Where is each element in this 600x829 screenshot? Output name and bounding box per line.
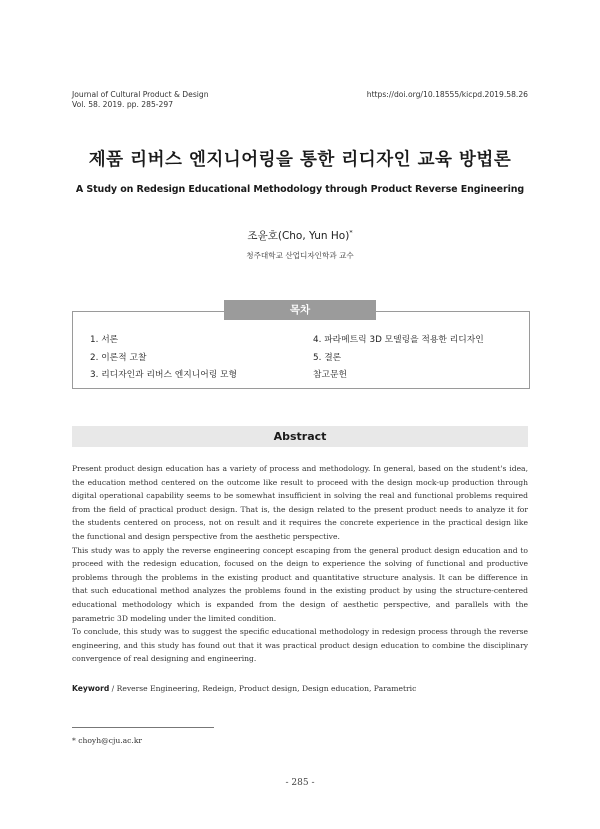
toc-right-column xyxy=(313,332,484,385)
abstract-paragraph: To conclude, this study was to suggest the specific educational methodology in redesign process through the reverse engineering, and this study has found out that it was practical product design education to combine the disciplinary convergence of real designing and engineering. xyxy=(72,627,528,664)
footnote xyxy=(72,736,142,745)
author xyxy=(0,228,600,243)
page-number: - 285 - xyxy=(285,778,315,788)
toc-item: 1. 서론 xyxy=(90,335,119,345)
toc-item: 3. 리디자인과 리버스 엔지니어링 모형 xyxy=(90,370,238,380)
author-mark: * xyxy=(349,228,353,237)
journal-header xyxy=(72,90,209,110)
keyword-list: / Reverse Engineering, Redeign, Product design, Design education, Parametric xyxy=(109,684,417,693)
title-korean: 제품 리버스 엔지니어링을 통한 리디자인 교육 방법론 xyxy=(88,150,512,170)
title-english: A Study on Redesign Educational Methodology through Product Reverse Engineering xyxy=(75,184,525,195)
footnote-email[interactable]: choyh@cju.ac.kr xyxy=(78,736,143,745)
abstract-body xyxy=(72,462,528,666)
toc-heading: 목차 xyxy=(224,300,376,320)
keyword-label: Keyword xyxy=(72,684,110,693)
author-affiliation: 청주대학교 산업디자인학과 교수 xyxy=(246,251,354,260)
doi-link[interactable]: https://doi.org/10.18555/kicpd.2019.58.26 xyxy=(366,90,528,99)
abstract-heading: Abstract xyxy=(72,426,528,447)
toc-item: 참고문헌 xyxy=(313,370,347,380)
journal-name: Journal of Cultural Product & Design xyxy=(72,90,209,99)
toc-item: 5. 결론 xyxy=(313,352,342,363)
footnote-mark: * xyxy=(72,736,76,745)
author-name: 조윤호(Cho, Yun Ho) xyxy=(247,230,350,242)
toc-item: 2. 이론적 고찰 xyxy=(90,352,147,363)
keywords xyxy=(72,684,528,693)
journal-volume: Vol. 58. 2019. pp. 285-297 xyxy=(72,100,174,109)
abstract-paragraph: Present product design education has a variety of process and methodology. In general, based on the student's idea, the education method centered on the outcome like result to proceed with the design mock-up production through digital operational capability seems to be somewhat insufficient in solving the real and functional problems required from the field of practical product design. That is, the design related to the present product needs to analyze it for the students centered on process, not on result and it requires the concrete experience in the practical design like the functional and design perspective from the aesthetic perspective. xyxy=(72,464,528,541)
abstract-paragraph: This study was to apply the reverse engineering concept escaping from the general product design education and to proceed with the redesign education, focused on the deign to experience the solving of functional and productive problems through the problems in the existing product and quantitative structure analysis. It can be difference in that such educational method analyzes the problems found in the existing product by using the structure-centered educational methodology which is expanded from the design of aesthetic perspective, and parallels with the parametric 3D modeling under the limited condition. xyxy=(72,545,528,623)
toc-left-column xyxy=(90,332,237,385)
toc-item: 4. 파라메트릭 3D 모델링을 적용한 리디자인 xyxy=(313,335,484,345)
footnote-divider xyxy=(72,727,214,728)
